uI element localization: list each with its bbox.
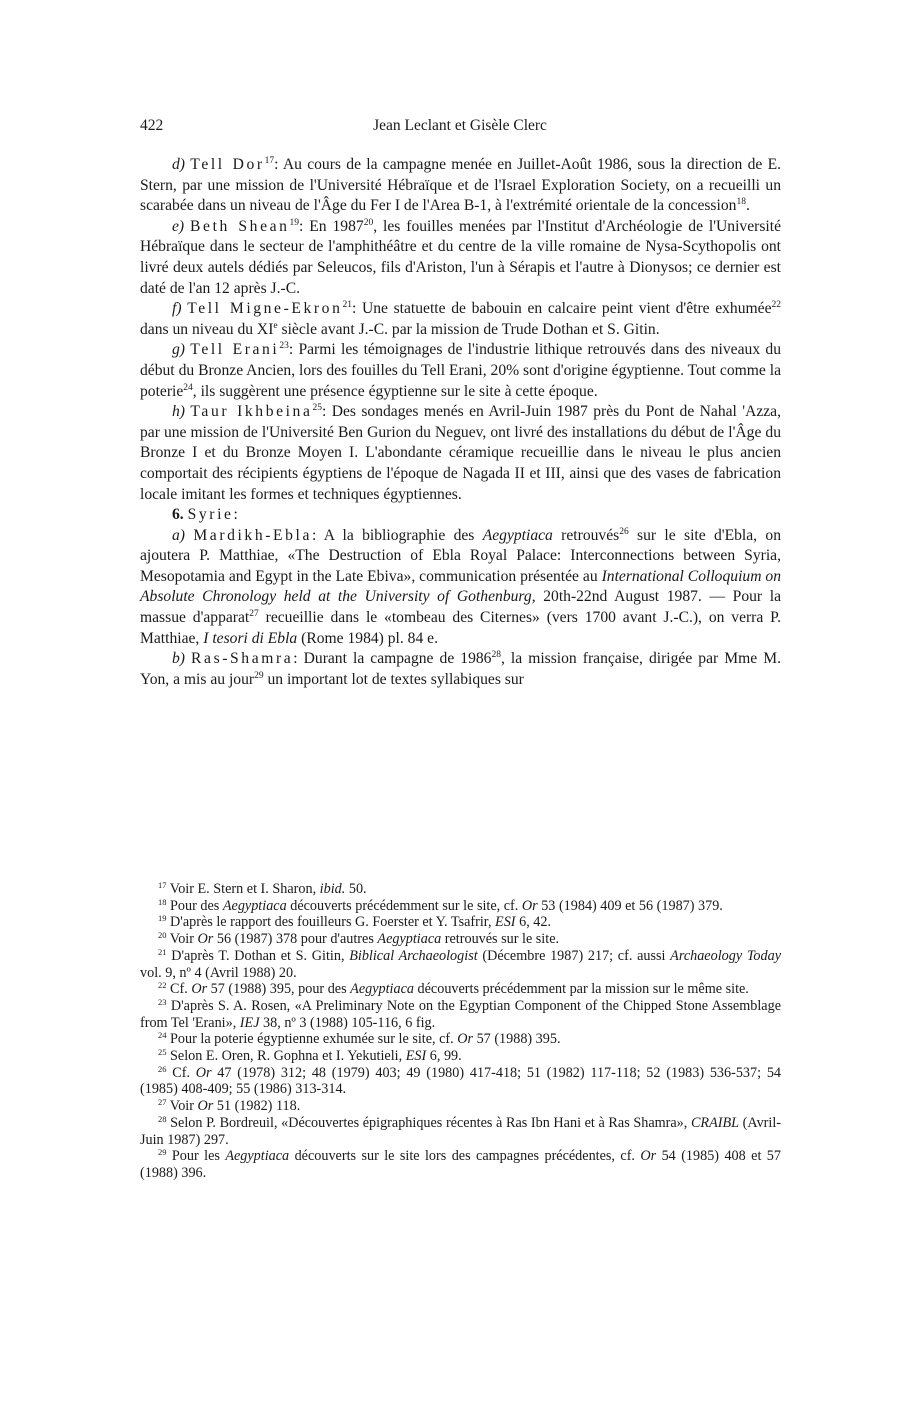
italic-run: h) — [172, 403, 185, 421]
text-run: 54 (1985) 408 et 57 (1988) 396. — [140, 1148, 781, 1181]
superscript: 27 — [249, 609, 259, 620]
text-run: 20th-22nd August 1987. — Pour la massue d'apparat — [140, 588, 781, 627]
italic-run: a) — [172, 526, 185, 544]
italic-run: Or — [197, 931, 214, 948]
text-run: , la mission française, dirigée par Mme M. Yon, a mis au jour — [140, 650, 781, 688]
superscript: 24 — [183, 382, 193, 393]
paragraph — [140, 299, 781, 340]
superscript: 29 — [254, 670, 264, 681]
superscript: 18 — [158, 896, 167, 907]
text-run: 6, 99. — [426, 1048, 462, 1065]
main-text — [140, 155, 781, 690]
text-run: Pour les — [166, 1148, 226, 1165]
text-run: : Une statuette de babouin en calcaire peint vient d'être exhumée — [351, 300, 772, 318]
superscript: 22 — [158, 980, 167, 991]
spaced-heading: Ras-Shamra — [191, 650, 294, 668]
text-run: retrouvés — [552, 526, 620, 544]
text-run: 47 (1978) 312; 48 (1979) 403; 49 (1980) 417-418; 51 (1982) 117-118; 52 (1983) 536-537; 54 (1985) 408-409; 55 (1986) 313-314. — [140, 1064, 782, 1098]
italic-run: Or — [195, 1064, 212, 1081]
text-run: : Parmi les témoignages de l'industrie lithique retrouvés dans des niveaux du début du Bronze Ancien, lors des fouilles du Tell Erani, 20% sont d'origine égyptienne. Tout comme la poterie — [140, 341, 781, 400]
text-run: Voir — [166, 1098, 198, 1115]
superscript: 20 — [363, 217, 374, 228]
paragraph — [140, 505, 781, 526]
spaced-heading: Mardikh-Ebla — [193, 526, 312, 544]
page-number: 422 — [140, 117, 164, 134]
spaced-heading: Syrie — [187, 506, 234, 524]
footnote — [140, 1031, 781, 1048]
italic-run: g) — [172, 341, 185, 359]
italic-run: IEJ — [239, 1014, 260, 1031]
footnote — [140, 881, 781, 898]
footnote — [140, 1115, 781, 1148]
spaced-heading: Tell Erani — [190, 341, 280, 359]
bold-run: 6. — [172, 506, 184, 524]
italic-run: Or — [197, 1098, 214, 1115]
text-run: Selon P. Bordreuil, «Découvertes épigraphiques récentes à Ras Ibn Hani et à Ras Shamra», — [166, 1114, 691, 1131]
superscript: 21 — [342, 300, 352, 311]
text-run: , les fouilles menées par l'Institut d'Archéologie de l'Université Hébraïque dans le secteur de l'amphithéâtre et du centre de la ville romaine de Nysa-Scythopolis ont livré deux autels dédiés par Seleucos, fils d'Ariston, l'un à Sérapis et l'autre à Dionysos; ce dernier est daté de l'an 12 après J.-C. — [140, 217, 781, 297]
text-run: , ils suggèrent une présence égyptienne sur le site à cette époque. — [192, 382, 598, 400]
italic-run: International Colloquium on Absolute Chronology held at the University of Gothenburg, — [140, 567, 781, 606]
text-run: D'après le rapport des fouilleurs G. Foerster et Y. Tsafrir, — [166, 914, 496, 931]
italic-run: e) — [172, 217, 185, 235]
italic-run: Aegyptiaca — [482, 526, 553, 544]
text-run: 50. — [345, 881, 367, 897]
text-run: 57 (1988) 395, pour des — [207, 981, 351, 998]
italic-run: Archaeology Today — [670, 947, 781, 964]
running-head: Jean Leclant et Gisèle Clerc — [373, 117, 547, 134]
text-run: découverts sur le site lors des campagnes précédentes, cf. — [289, 1148, 641, 1165]
text-run: : Durant la campagne de 1986 — [293, 650, 492, 668]
superscript: 23 — [158, 996, 167, 1007]
text-run: : A la bibliographie des — [312, 526, 483, 544]
text-run: un important lot de textes syllabiques sur — [263, 670, 524, 688]
text-run: D'après S. A. Rosen, «A Preliminary Note on the Egyptian Component of the Chipped Stone Assemblage from Tel 'Erani», — [140, 997, 781, 1031]
superscript: 17 — [264, 156, 275, 166]
italic-run: Biblical Archaeologist — [349, 947, 478, 964]
italic-run: ibid. — [319, 881, 346, 897]
footnote — [140, 948, 781, 981]
text-run: 38, nº 3 (1988) 105-116, 6 fig. — [259, 1014, 436, 1031]
paragraph — [140, 155, 781, 217]
text-run: D'après T. Dothan et S. Gitin, — [166, 947, 350, 964]
superscript: 20 — [158, 930, 167, 941]
footnote — [140, 914, 781, 931]
superscript: 29 — [158, 1147, 167, 1158]
text-run: Voir — [166, 931, 198, 948]
superscript: 19 — [289, 217, 300, 228]
italic-run: Or — [640, 1148, 657, 1165]
paragraph — [140, 526, 781, 650]
superscript: 26 — [158, 1063, 167, 1074]
text-run: retrouvés sur le site. — [441, 931, 560, 948]
italic-run: f) — [172, 300, 182, 318]
superscript: 19 — [158, 913, 167, 924]
footnote — [140, 931, 781, 948]
text-run: 51 (1982) 118. — [213, 1098, 301, 1115]
italic-run: ESI — [495, 914, 516, 931]
italic-run: CRAIBL — [690, 1114, 740, 1131]
italic-run: Or — [457, 1031, 474, 1048]
footnote — [140, 898, 781, 915]
italic-run: d) — [172, 156, 185, 173]
spaced-heading: Beth Shean — [190, 217, 290, 235]
text-run: découverts précédemment par la mission sur le même site. — [413, 981, 749, 998]
paragraph — [140, 649, 781, 690]
superscript: 28 — [491, 650, 501, 661]
superscript: 17 — [158, 880, 167, 890]
text-run: : Des sondages menés en Avril-Juin 1987 près du Pont de Nahal 'Azza, par une mission de l'Université Ben Gurion du Neguev, ont livré des installations du début de l'Âge du Bronze I et du Bronze Moyen I. L'abondante céramique recueillie dans le niveau le plus ancien comportait des récipients égyptiens de l'époque de Nagada II et III, ainsi que des vases de fabrication locale imitant les formes et techniques égyptiennes. — [140, 403, 781, 503]
text-run: dans un niveau du XI — [140, 320, 274, 338]
footnotes — [140, 881, 781, 1182]
text-run: recueillie dans le «tombeau des Citernes» (vers 1700 avant J.-C.), on verra P. Matthiae, — [140, 609, 782, 647]
paragraph — [140, 402, 781, 505]
superscript: e — [273, 320, 278, 331]
text-run: : En 1987 — [299, 217, 364, 235]
footnote — [140, 1098, 781, 1115]
text-run: : — [233, 506, 238, 524]
page-header — [140, 117, 780, 139]
paragraph — [140, 340, 781, 402]
text-run: (Avril-Juin 1987) 297. — [140, 1114, 782, 1148]
text-run: Pour la poterie égyptienne exhumée sur le site, cf. — [166, 1031, 458, 1048]
footnote — [140, 998, 781, 1031]
text-run: 56 (1987) 378 pour d'autres — [213, 931, 378, 948]
italic-run: Or — [191, 981, 208, 998]
italic-run: Aegyptiaca — [377, 931, 442, 948]
text-run: 53 (1984) 409 et 56 (1987) 379. — [537, 897, 723, 914]
superscript: 23 — [279, 341, 289, 352]
text-run: : Au cours de la campagne menée en Juillet-Août 1986, sous la direction de E. Stern, par une mission de l'Université Hébraïque et de l'Israel Exploration Society, on a recueilli un scarabée dans un niveau de l'Âge du Fer I de l'Area B-1, à l'extrémité orientale de la concession — [140, 156, 781, 215]
text-run: siècle avant J.-C. par la mission de Trude Dothan et S. Gitin. — [277, 320, 660, 338]
paragraph — [140, 217, 781, 299]
footnote — [140, 1065, 781, 1098]
text-run: (Décembre 1987) 217; cf. aussi — [477, 947, 671, 964]
text-run: (Rome 1984) pl. 84 e. — [297, 629, 438, 647]
text-run: sur le site d'Ebla, on ajoutera P. Matthiae, «The Destruction of Ebla Royal Palace: Interconnections between Syria, Mesopotamia and Egypt in the Late Ebiva», communication présentée au — [140, 526, 781, 585]
italic-run: Aegyptiaca — [225, 1148, 290, 1165]
text-run: Voir E. Stern et I. Sharon, — [166, 881, 320, 897]
footnote — [140, 1048, 781, 1065]
superscript: 18 — [736, 197, 746, 208]
superscript: 22 — [771, 300, 781, 311]
text-run: Selon E. Oren, R. Gophna et I. Yekutieli, — [166, 1048, 406, 1065]
spaced-heading: Tell Dor — [190, 156, 265, 173]
text-run: 6, 42. — [515, 914, 552, 931]
spaced-heading: Taur Ikhbeina — [190, 403, 313, 421]
superscript: 28 — [158, 1113, 167, 1124]
italic-run: Aegyptiaca — [350, 981, 414, 998]
text-run: Cf. — [166, 981, 192, 998]
italic-run: I tesori di Ebla — [203, 629, 298, 647]
superscript: 25 — [158, 1047, 167, 1058]
italic-run: b) — [172, 650, 185, 668]
superscript: 27 — [158, 1097, 167, 1108]
superscript: 24 — [158, 1030, 167, 1041]
italic-run: Or — [521, 897, 538, 914]
footnote — [140, 1148, 781, 1181]
spaced-heading: Tell Migne-Ekron — [187, 300, 343, 318]
text-run: 57 (1988) 395. — [473, 1031, 561, 1048]
italic-run: Aegyptiaca — [222, 897, 287, 914]
text-run: découverts précédemment sur le site, cf. — [286, 897, 522, 914]
text-run: . — [745, 197, 750, 215]
text-run: Pour des — [166, 897, 223, 914]
text-run: Cf. — [166, 1064, 196, 1081]
superscript: 26 — [619, 526, 629, 537]
superscript: 25 — [312, 403, 322, 414]
italic-run: ESI — [405, 1048, 427, 1065]
footnote — [140, 981, 781, 998]
superscript: 21 — [158, 946, 167, 957]
text-run: vol. 9, nº 4 (Avril 1988) 20. — [140, 964, 297, 981]
